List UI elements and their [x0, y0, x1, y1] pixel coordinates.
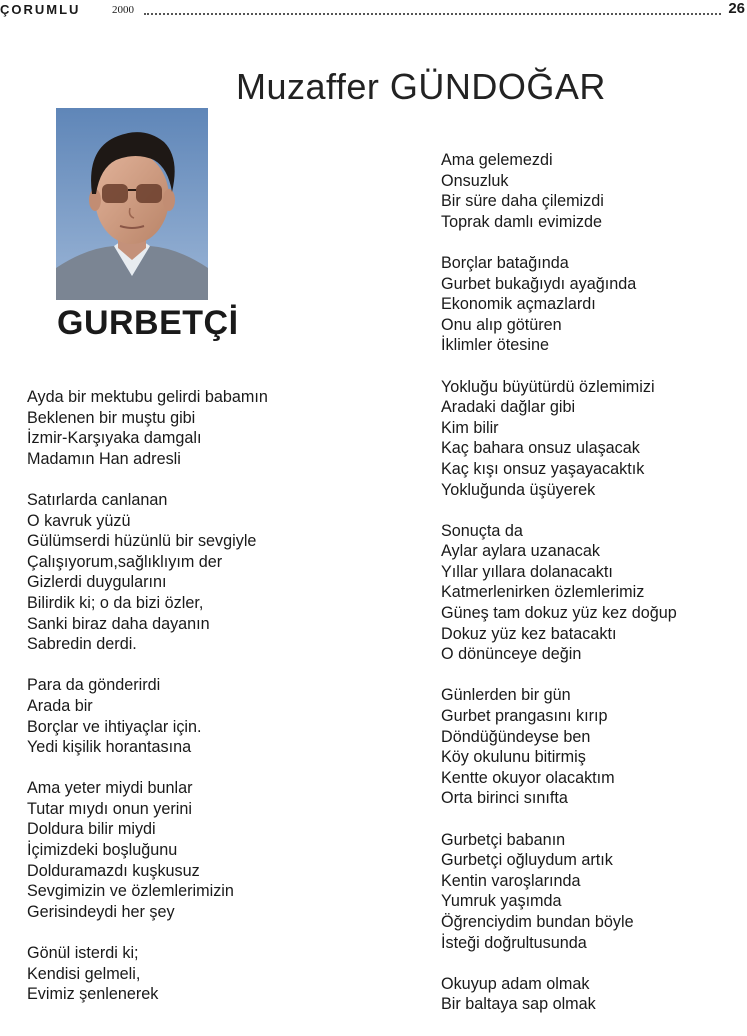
poem-line: Okuyup adam olmak	[441, 974, 590, 993]
poem-line: Gizlerdi duygularını	[27, 573, 167, 592]
issue-year: 2000	[112, 4, 134, 16]
poem-stanza	[27, 387, 387, 469]
poem-line: Kentte okuyor olacaktım	[441, 768, 615, 787]
poem-line: İsteği doğrultusunda	[441, 933, 587, 952]
poem-line: Gurbetçi babanın	[441, 830, 566, 849]
poem-line: Gurbet bukağıydı ayağında	[441, 274, 637, 293]
poem-line: Bir baltaya sap olmak	[441, 995, 596, 1014]
page-number: 26	[728, 0, 745, 17]
poem-line: Çalışıyorum,sağlıklıyım der	[27, 552, 223, 571]
magazine-name: ÇORUMLU	[0, 2, 81, 17]
poem-line: Yıllar yıllara dolanacaktı	[441, 562, 613, 581]
poem-line: Sanki biraz daha dayanın	[27, 614, 210, 633]
author-photo	[56, 108, 208, 300]
poem-line: Ayda bir mektubu gelirdi babamın	[27, 388, 268, 406]
poem-line: Evimiz şenlenerek	[27, 985, 159, 1004]
poem-line: Sevgimizin ve özlemlerimizin	[27, 882, 234, 901]
poem-line: Ekonomik açmazlardı	[441, 295, 596, 314]
poem-stanza	[441, 521, 741, 665]
poem-line: Sabredin derdi.	[27, 635, 137, 654]
poem-line: Kentin varoşlarında	[441, 871, 581, 890]
poem-stanza	[441, 150, 741, 232]
poem-stanza	[441, 377, 741, 501]
poem-line: Gurbetçi oğluydum artık	[441, 851, 613, 870]
poem-line: Para da gönderirdi	[27, 676, 161, 695]
poem-line: Orta birinci sınıfta	[441, 789, 568, 808]
poem-stanza	[441, 974, 741, 1015]
poem-line: Döndüğündeyse ben	[441, 727, 591, 746]
header-dotted-leader	[144, 13, 721, 15]
poem-line: Kaç bahara onsuz ulaşacak	[441, 439, 640, 458]
poem-line: Günlerden bir gün	[441, 686, 571, 705]
poem-stanza	[441, 253, 741, 356]
poem-line: Yokluğu büyütürdü özlemimizi	[441, 377, 655, 396]
poem-line: Aradaki dağlar gibi	[441, 398, 576, 417]
poem-line: Doldura bilir miydi	[27, 820, 156, 839]
poem-line: Satırlarda canlanan	[27, 490, 168, 509]
poem-line: Beklenen bir muştu gibi	[27, 408, 196, 427]
poem-line: Öğrenciydim bundan böyle	[441, 912, 634, 931]
poem-line: Toprak damlı evimizde	[441, 212, 603, 231]
poem-title: GURBETÇİ	[57, 304, 239, 342]
poem-line: Onsuzluk	[441, 171, 509, 190]
poem-line: Dokuz yüz kez batacaktı	[441, 624, 617, 643]
poem-line: Arada bir	[27, 696, 93, 715]
poem-line: Kim bilir	[441, 418, 499, 437]
poem-line: Ama yeter miydi bunlar	[27, 779, 193, 798]
poem-line: Tutar mıydı onun yerini	[27, 799, 192, 818]
poem-line: Katmerlenirken özlemlerimiz	[441, 583, 645, 602]
poem-line: Dolduramazdı kuşkusuz	[27, 861, 200, 880]
poem-line: Sonuçta da	[441, 521, 523, 540]
poem-line: Yedi kişilik horantasına	[27, 738, 192, 757]
poem-line: Borçlar ve ihtiyaçlar için.	[27, 717, 202, 736]
poem-line: Güneş tam dokuz yüz kez doğup	[441, 604, 677, 623]
poem-line: İklimler ötesine	[441, 336, 549, 355]
poem-line: Bir süre daha çilemizdi	[441, 192, 604, 211]
poem-stanza	[27, 490, 387, 655]
poem-right-column	[441, 150, 741, 1036]
poem-line: Borçlar batağında	[441, 253, 569, 272]
poem-line: Aylar aylara uzanacak	[441, 542, 600, 561]
poem-line: Kaç kışı onsuz yaşayacaktık	[441, 459, 645, 478]
poem-line: Gönül isterdi ki;	[27, 944, 139, 963]
poem-line: Gülümserdi hüzünlü bir sevgiyle	[27, 532, 257, 551]
poem-line: Madamın Han adresli	[27, 449, 181, 468]
poem-stanza	[441, 685, 741, 809]
poem-line: Yokluğunda üşüyerek	[441, 480, 596, 499]
poem-stanza	[27, 675, 387, 757]
poem-line: Kendisi gelmeli,	[27, 964, 141, 983]
poem-left-column	[27, 387, 387, 1025]
poem-line: O dönünceye değin	[441, 645, 582, 664]
poem-line: Bilirdik ki; o da bizi özler,	[27, 593, 204, 612]
poem-stanza	[27, 778, 387, 922]
page-header	[0, 0, 747, 20]
poem-line: Köy okulunu bitirmiş	[441, 748, 586, 767]
poem-line: Onu alıp götüren	[441, 315, 562, 334]
poem-line: İzmir-Karşıyaka damgalı	[27, 429, 202, 448]
poem-line: Gurbet prangasını kırıp	[441, 707, 608, 726]
poem-line: Yumruk yaşımda	[441, 892, 562, 911]
poem-line: Gerisindeydi her şey	[27, 902, 175, 921]
poem-stanza	[27, 943, 387, 1005]
poem-line: O kavruk yüzü	[27, 511, 131, 530]
poem-stanza	[441, 830, 741, 954]
poem-line: İçimizdeki boşluğunu	[27, 841, 178, 860]
poem-line: Ama gelemezdi	[441, 151, 553, 169]
author-name: Muzaffer GÜNDOĞAR	[236, 66, 606, 107]
